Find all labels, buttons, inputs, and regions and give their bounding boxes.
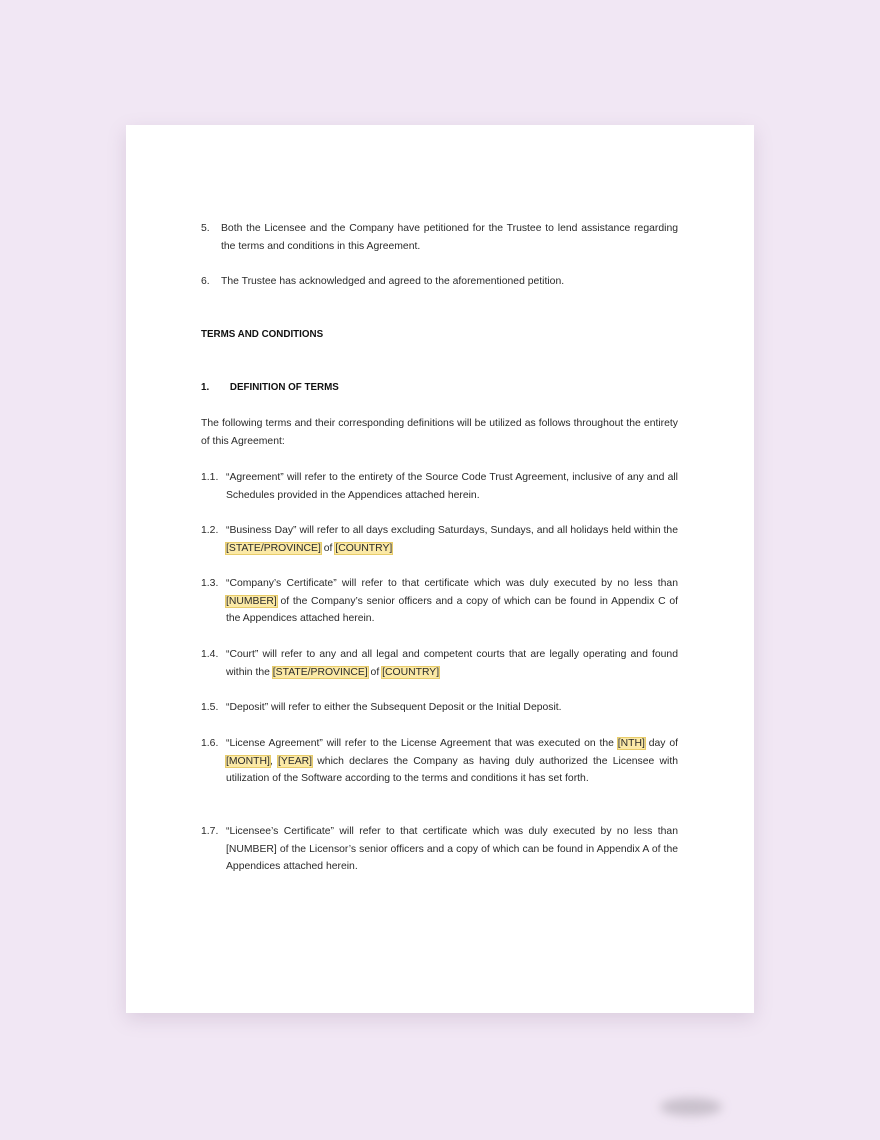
placeholder-field: [NUMBER] <box>226 595 277 607</box>
placeholder-field: [MONTH] <box>226 755 270 767</box>
text-segment: “Agreement” will refer to the entirety of the Source Code Trust Agreement, inclusive of any and all Schedules provided in the Appendices attached herein. <box>226 472 678 501</box>
list-item <box>201 575 678 628</box>
item-text <box>221 273 678 291</box>
text-segment: Both the Licensee and the Company have petitioned for the Trustee to lend assistance regarding the terms and conditions in this Agreement. <box>221 223 678 252</box>
list-item <box>201 522 678 557</box>
item-number: 6. <box>201 276 210 287</box>
text-segment: “Business Day” will refer to all days excluding Saturdays, Sundays, and all holidays held within the <box>226 525 678 536</box>
subsection-title: DEFINITION OF TERMS <box>229 382 339 393</box>
list-item <box>201 469 678 504</box>
section-heading: TERMS AND CONDITIONS <box>201 329 324 340</box>
decorative-shadow <box>660 1098 722 1116</box>
text-segment: day of <box>644 738 678 749</box>
item-number: 1.5. <box>201 702 219 713</box>
text-segment: , <box>269 755 278 767</box>
text-segment: of <box>320 542 336 554</box>
list-item <box>201 220 678 255</box>
text-segment: which declares the Company as having duly authorized the Licensee with utilization of the Software according to the terms and conditions it has set forth. <box>226 755 679 785</box>
text-segment: “Company’s Certificate” will refer to that certificate which was duly executed by no less than <box>226 578 678 589</box>
text-segment: “Licensee’s Certificate” will refer to that certificate which was duly executed by no less than [NUMBER] of the Licensor’s senior officers and a copy of which can be found in Appendix A of the Appendices attached herein. <box>226 826 678 873</box>
placeholder-field: [COUNTRY] <box>382 666 440 678</box>
document-page <box>126 125 754 1013</box>
item-text <box>226 522 678 557</box>
item-text <box>226 646 678 681</box>
item-number: 1.4. <box>201 649 219 660</box>
item-text <box>221 220 678 255</box>
text-segment: The Trustee has acknowledged and agreed to the aforementioned petition. <box>221 276 565 287</box>
item-text <box>226 469 678 504</box>
list-item <box>201 699 678 717</box>
item-number: 1.6. <box>201 738 219 749</box>
placeholder-field: [COUNTRY] <box>335 542 393 554</box>
item-number: 5. <box>201 223 210 234</box>
placeholder-field: [YEAR] <box>278 755 313 767</box>
item-number: 1.3. <box>201 578 219 589</box>
text-segment: of the Company’s senior officers and a copy of which can be found in Appendix C of the Appendices attached herein. <box>226 595 678 625</box>
text-segment: “Court” will refer to any and all legal and competent courts that are legally operating and found within the <box>226 649 678 678</box>
subsection-heading <box>201 379 678 397</box>
item-text <box>226 575 678 628</box>
text-segment: of <box>367 666 383 678</box>
placeholder-field: [STATE/PROVINCE] <box>272 666 368 678</box>
placeholder-field: [NTH] <box>617 738 645 749</box>
subsection-number: 1. <box>201 382 210 393</box>
item-number: 1.7. <box>201 826 219 837</box>
item-number: 1.1. <box>201 472 219 483</box>
list-item <box>201 735 678 788</box>
placeholder-field: [STATE/PROVINCE] <box>226 542 321 554</box>
item-number: 1.2. <box>201 525 219 536</box>
intro-paragraph: The following terms and their corresponding definitions will be utilized as follows throughout the entirety of this Agreement: <box>201 418 678 447</box>
list-item <box>201 646 678 681</box>
item-text <box>226 699 678 717</box>
text-segment: “Deposit” will refer to either the Subsequent Deposit or the Initial Deposit. <box>226 702 562 713</box>
text-segment: “License Agreement” will refer to the License Agreement that was executed on the <box>226 738 618 749</box>
list-item <box>201 823 678 876</box>
item-text <box>226 823 678 876</box>
item-text <box>226 735 678 788</box>
list-item <box>201 273 678 291</box>
